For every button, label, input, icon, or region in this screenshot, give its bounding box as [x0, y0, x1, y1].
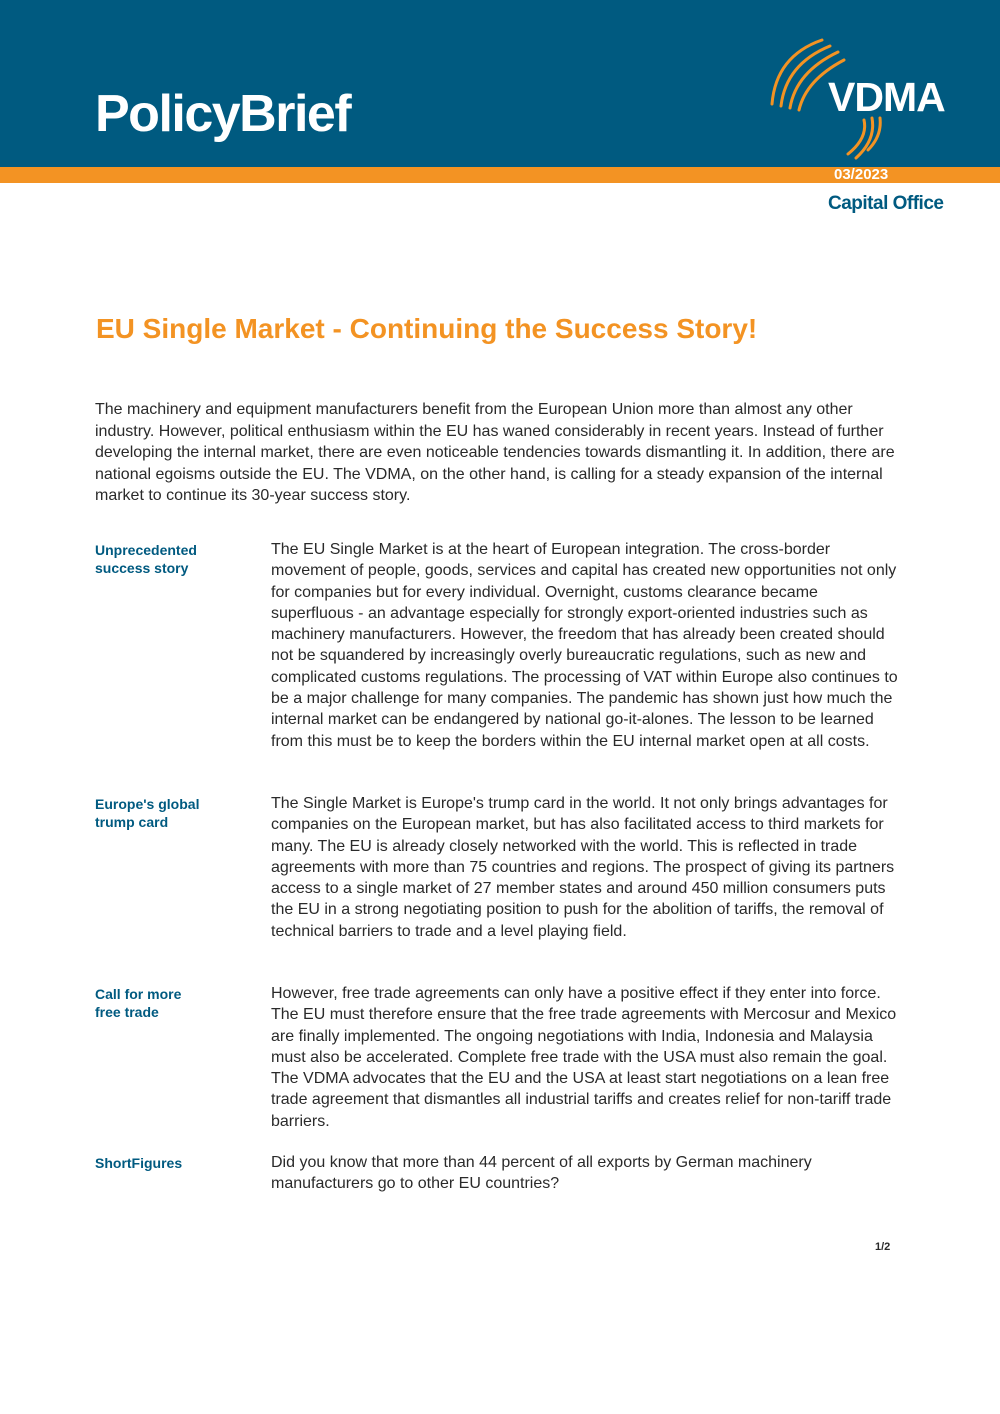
section-body: The EU Single Market is at the heart of European integration. The cross-border movement of people, goods, services and capital has created new opportunities not only for companies but for every individual. Overnight, customs clearance became superfluous - an advantage especially for strongly export-oriented industries such as machinery manufacturers. However, the freedom that has already been created should not be squandered by increasingly overly bureaucratic regulations, such as new and complicated customs regulations. The processing of VAT within Europe also continues to be a major challenge for many companies. The pandemic has shown just how much the internal market can be endangered by national go-it-alones. The lesson to be learned from this must be to keep the borders within the EU internal market open at all costs. — [271, 541, 898, 750]
page-number: 1/2 — [875, 1241, 891, 1253]
section-label: Call for more free trade — [95, 986, 182, 1020]
section-body: However, free trade agreements can only have a positive effect if they enter into force. The EU must therefore ensure that the free trade agreements with Mercosur and Mexico are finally implemented. The ongoing negotiations with India, Indonesia and Malaysia must also be accelerated. Complete free trade with the USA must also remain the goal. The VDMA advocates that the EU and the USA at least start negotiations on a lean free trade agreement that dismantles all industrial tariffs and creates relief for non-tariff trade barriers. — [271, 985, 897, 1130]
section-label: Unprecedented success story — [95, 542, 197, 576]
section-body: Did you know that more than 44 percent of all exports by German machinery manufacturers go to other EU countries? — [271, 1154, 812, 1193]
section-label: Europe's global trump card — [95, 796, 200, 830]
section-label: ShortFigures — [95, 1155, 183, 1171]
publication-title: PolicyBrief — [95, 85, 351, 143]
logo-wordmark: VDMA — [828, 74, 945, 120]
intro-paragraph: The machinery and equipment manufacturers benefit from the European Union more than almost any other industry. However, political enthusiasm within the EU has waned considerably in recent years. Instead of further developing the internal market, there are even noticeable tendencies towards dismantling it. In addition, there are national egoisms outside the EU. The VDMA, on the other hand, is calling for a steady expansion of the internal market to continue its 30-year success story. — [95, 401, 895, 504]
section-body: The Single Market is Europe's trump card in the world. It not only brings advantages for companies on the European market, but has also facilitated access to third markets for many. The EU is already closely networked with the world. This is reflected in trade agreements with more than 75 countries and regions. The prospect of giving its partners access to a single market of 27 member states and around 450 million consumers puts the EU in a strong negotiating position to push for the abolition of tariffs, the removal of technical barriers to trade and a level playing field. — [271, 795, 895, 940]
vdma-logo — [762, 32, 962, 162]
issue-number: 03/2023 — [834, 166, 889, 183]
office-label: Capital Office — [828, 193, 944, 214]
document-heading: EU Single Market - Continuing the Success Story! — [96, 313, 758, 344]
